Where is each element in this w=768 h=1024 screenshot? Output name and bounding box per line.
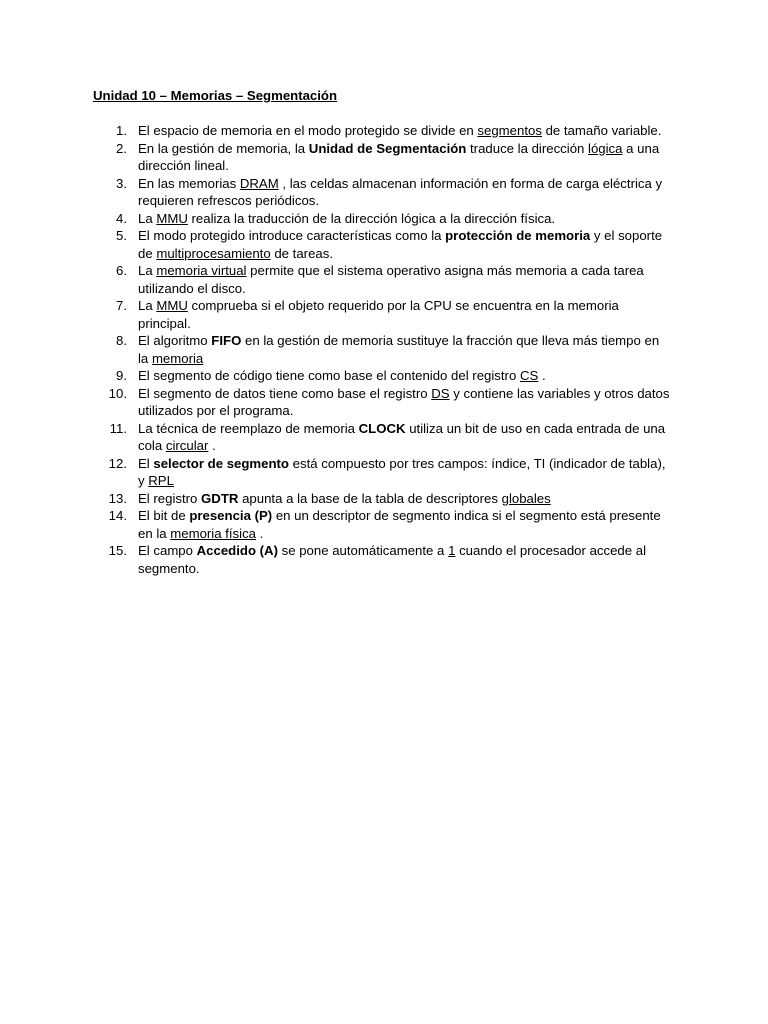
- text-fragment: El modo protegido introduce características como la: [138, 228, 446, 243]
- question-text: [138, 385, 673, 420]
- text-fragment: El registro: [138, 490, 202, 506]
- answer-term: memoria: [151, 350, 204, 366]
- text-fragment: cuando el procesador accede al segmento.: [138, 543, 647, 576]
- answer-term: segmentos: [477, 123, 542, 138]
- text-fragment: El: [138, 455, 154, 471]
- question-number: 13.: [108, 490, 127, 506]
- key-term: FIFO: [211, 333, 242, 348]
- text-fragment: .: [538, 368, 546, 383]
- question-number: 8.: [116, 333, 127, 348]
- text-fragment: está compuesto por tres campos: índice, TI (indicador de tabla), y: [138, 455, 666, 488]
- question-text: [138, 490, 673, 508]
- question-text: [138, 140, 673, 175]
- text-fragment: y contiene las variables y otros datos utilizados por el programa.: [138, 385, 670, 418]
- text-fragment: comprueba si el objeto requerido por la CPU se encuentra en la memoria principal.: [138, 298, 619, 331]
- text-fragment: En las memorias: [138, 175, 240, 191]
- question-text: [138, 262, 673, 297]
- question-number: 2.: [116, 140, 127, 156]
- question-item: [93, 385, 673, 420]
- answer-term: MMU: [156, 298, 188, 313]
- question-number: 5.: [116, 228, 127, 243]
- question-item: [93, 262, 673, 297]
- question-number: 4.: [116, 210, 127, 226]
- question-text: [138, 332, 673, 367]
- text-fragment: a una dirección lineal.: [138, 140, 660, 173]
- answer-term: globales: [501, 490, 551, 506]
- key-term: CLOCK: [358, 420, 406, 436]
- answer-term: MMU: [156, 210, 188, 226]
- answer-term: memoria física: [170, 525, 257, 541]
- text-fragment: y el soporte de: [138, 228, 663, 261]
- question-number: 12.: [108, 455, 127, 471]
- answer-term: DRAM: [239, 175, 279, 191]
- text-fragment: El espacio de memoria en el modo protegido se divide en: [138, 123, 478, 138]
- text-fragment: traduce la dirección: [466, 140, 589, 156]
- question-number: 3.: [116, 175, 127, 191]
- text-fragment: , las celdas almacenan información en forma de carga eléctrica y requieren refrescos periódicos.: [138, 175, 663, 208]
- answer-term: DS: [431, 385, 450, 401]
- key-term: Unidad de Segmentación: [308, 140, 467, 156]
- question-item: [93, 297, 673, 332]
- answer-term: multiprocesamiento: [156, 245, 271, 261]
- question-text: [138, 542, 673, 577]
- text-fragment: El algoritmo: [138, 333, 212, 348]
- question-text: [138, 367, 673, 385]
- text-fragment: de tareas.: [270, 245, 333, 261]
- question-item: [93, 507, 673, 542]
- text-fragment: La: [138, 298, 157, 313]
- question-text: [138, 507, 673, 542]
- key-term: GDTR: [201, 490, 239, 506]
- key-term: Accedido (A): [196, 543, 278, 558]
- answer-term: memoria virtual: [156, 263, 247, 278]
- key-term: presencia (P): [189, 508, 273, 523]
- text-fragment: La técnica de reemplazo de memoria: [138, 420, 359, 436]
- question-item: [93, 175, 673, 210]
- question-number: 10.: [108, 385, 127, 401]
- question-item: [93, 542, 673, 577]
- text-fragment: en la gestión de memoria sustituye la fracción que lleva más tiempo en la: [138, 333, 660, 366]
- text-fragment: permite que el sistema operativo asigna más memoria a cada tarea utilizando el disco.: [138, 263, 644, 296]
- text-fragment: La: [138, 263, 157, 278]
- text-fragment: .: [208, 438, 216, 453]
- question-text: [138, 210, 673, 228]
- answer-term: CS: [519, 368, 539, 383]
- question-item: [93, 122, 673, 140]
- question-text: [138, 455, 673, 490]
- text-fragment: El campo: [138, 543, 197, 558]
- text-fragment: apunta a la base de la tabla de descriptores: [238, 490, 502, 506]
- document-title: Unidad 10 – Memorias – Segmentación: [93, 88, 338, 103]
- text-fragment: El segmento de datos tiene como base el registro: [138, 385, 432, 401]
- question-number: 1.: [116, 123, 127, 138]
- question-number: 11.: [109, 420, 127, 436]
- key-term: protección de memoria: [445, 228, 591, 243]
- question-item: [93, 367, 673, 385]
- question-item: [93, 227, 673, 262]
- text-fragment: El segmento de código tiene como base el contenido del registro: [138, 368, 520, 383]
- question-number: 6.: [116, 263, 127, 278]
- question-text: [138, 420, 673, 455]
- question-text: [138, 175, 673, 210]
- question-number: 14.: [108, 508, 127, 523]
- question-item: [93, 210, 673, 228]
- text-fragment: realiza la traducción de la dirección lógica a la dirección física.: [187, 210, 556, 226]
- question-text: [138, 122, 673, 140]
- question-item: [93, 140, 673, 175]
- answer-term: lógica: [588, 140, 623, 156]
- question-text: [138, 227, 673, 262]
- text-fragment: utiliza un bit de uso en cada entrada de una cola: [138, 420, 666, 453]
- question-number: 7.: [116, 298, 127, 313]
- question-list: [93, 122, 673, 577]
- question-item: [93, 420, 673, 455]
- answer-term: 1: [448, 543, 456, 558]
- text-fragment: En la gestión de memoria, la: [138, 140, 309, 156]
- text-fragment: en un descriptor de segmento indica si el segmento está presente en la: [138, 508, 661, 541]
- text-fragment: La: [138, 210, 157, 226]
- question-item: [93, 490, 673, 508]
- text-fragment: .: [256, 525, 264, 541]
- answer-term: RPL: [148, 473, 174, 488]
- text-fragment: de tamaño variable.: [541, 123, 662, 138]
- question-text: [138, 297, 673, 332]
- key-term: selector de segmento: [153, 455, 289, 471]
- question-number: 9.: [116, 368, 127, 383]
- question-item: [93, 455, 673, 490]
- question-item: [93, 332, 673, 367]
- text-fragment: El bit de: [138, 508, 190, 523]
- question-number: 15.: [108, 543, 127, 558]
- answer-term: circular: [165, 438, 209, 453]
- text-fragment: se pone automáticamente a: [277, 543, 449, 558]
